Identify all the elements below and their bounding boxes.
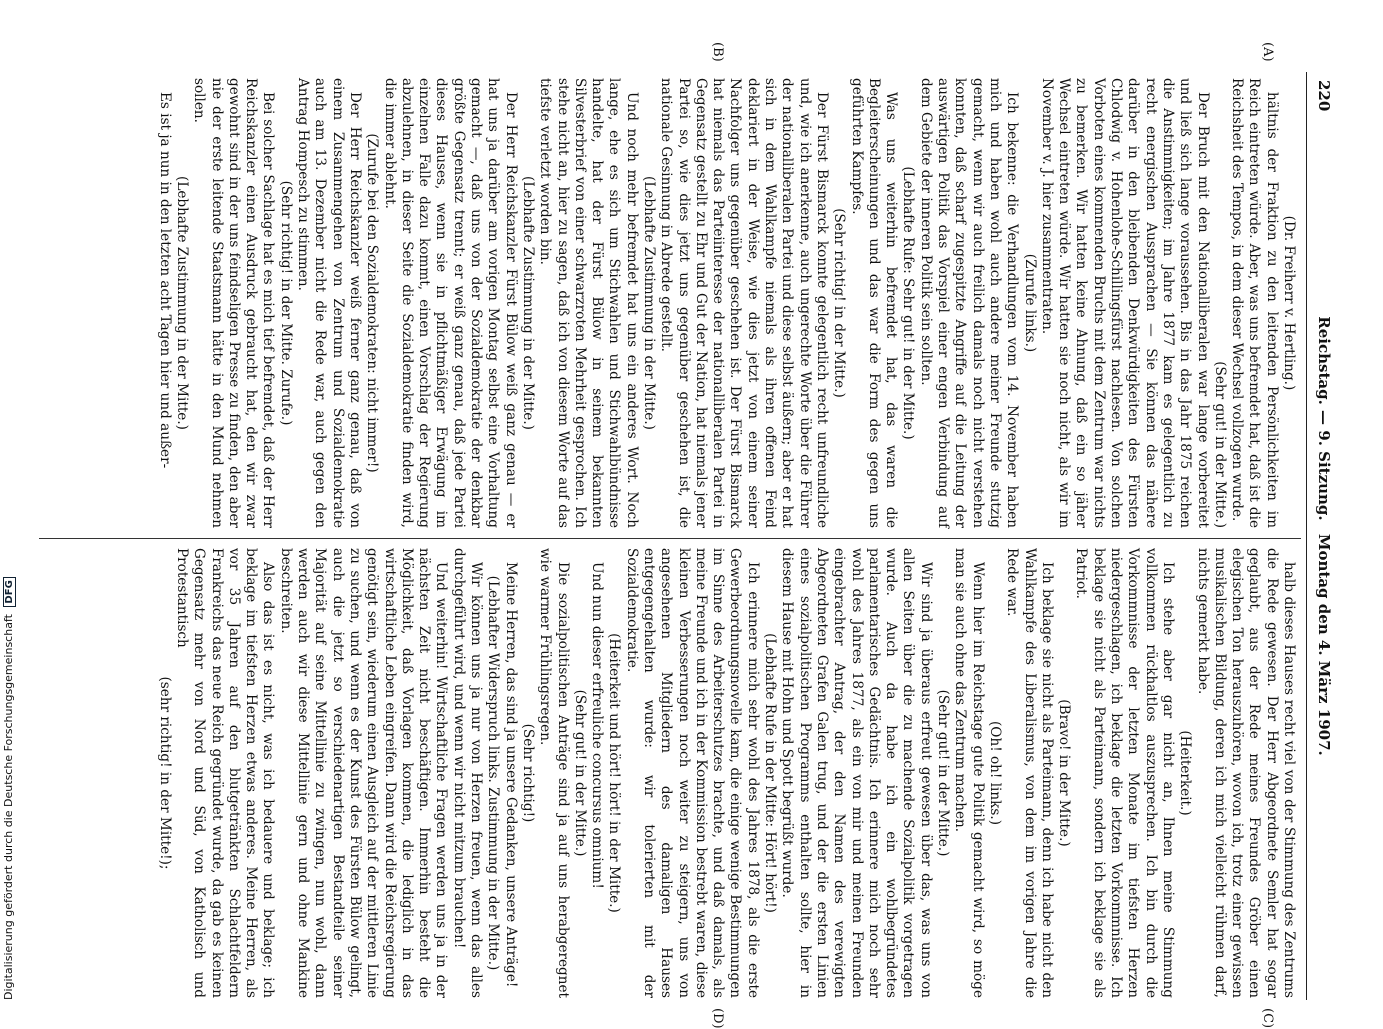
paragraph: Der Bruch mit den Nationalliberalen war lange vorbereitet und ließ sich lange voraussehen. Bis in das Jahr 1875 reichen die Anstimmigkeiten; im Jahre 1877 kam es gelegentlich zu recht energischen Aussprachen — Sie können das nähere darüber in den bleibenden Denkwürdigkeiten des Fürsten Chlodwig v. Hohenlohe-Schillingsfürst nachlesen. Von solchen Vorboten eines kommenden Bruchs mit dem Zentrum war nichts zu bemerken. Wir hatten keine Ahnung, daß ein so jäher Wechsel eintreten würde. Wir hatten sie noch nicht, als wir im November v. J. hier zusammentraten.	[1038, 78, 1211, 528]
digitization-note	[2, 0, 20, 1000]
interjection: (Dr. Freiherr v. Hertling.)	[1281, 215, 1297, 391]
left-column	[155, 78, 1297, 528]
paragraph: Der Herr Reichskanzler weiß ferner ganz genau, daß von einem Zusammengehen von Zentrum und Sozialdemokratie auch am 13. Dezember nicht die Rede war, auch gegen den Antrag Hompesch zu stimmen.	[295, 78, 363, 528]
interjection: (Sehr gut! in der Mitte.)	[1211, 361, 1228, 528]
interjection: (Sehr gut! in der Mitte.)	[935, 689, 952, 857]
interjection: (Zurufe links.)	[1021, 253, 1038, 353]
paragraph: Meine Herren, das sind ja unsere Gedanken, unsere Anträge!	[502, 562, 519, 988]
interjection: (Lebhafte Rufe: Sehr gut! in der Mitte.)	[900, 166, 917, 440]
paragraph: halb dieses Hauses recht viel von der Stimmung des Zentrums die Rede gewesen. Der Herr Abgeordnete Semler hat sogar geglaubt, aus der Rede meines Freundes Gröber einen elegischen Ton herauszuhören, wovon ich, trotz einer gewissen musikalischen Bildung, deren ich mich vielleicht rühmen darf, nichts gemerkt habe.	[1194, 548, 1297, 998]
paragraph: Ich stehe aber gar nicht an, Ihnen meine Stimmung vollkommen rückhaltlos auszusprechen. Ich bin durch die Vorkommnisse der letzten Monate im tiefsten Herzen niedergeschlagen, ich beklage die letzten Vorkommnisse. Ich beklage sie nicht als Parteimann, sondern ich beklage sie als Patriot.	[1073, 548, 1176, 998]
paragraph: Ich bekenne: die Verhandlungen vom 14. November haben mich und haben wohl auch andere meiner Freunde stutzig gemacht, wenn wir auch freilich damals noch nicht verstehen konnten, daß scharf zugespitzte Angriffe auf die Leitung der auswärtigen Politik das Vorspiel einer engen Verbindung auf dem Gebiete der inneren Politik sein sollten.	[917, 78, 1021, 528]
running-header	[1311, 72, 1335, 1000]
margin-mark-d: (D)	[710, 1008, 725, 1029]
paragraph: Es ist ja nun in den letzten acht Tagen hier und außer-	[156, 92, 173, 469]
margin-mark-a: (A)	[1260, 42, 1275, 62]
interjection: (Lebhafte Zustimmung in der Mitte.)	[641, 176, 658, 430]
column-divider	[39, 538, 1301, 539]
paragraph: Und nun dieser erfreuliche concursus omnium!	[589, 562, 606, 889]
paragraph: Und weiterhin! Wirtschaftliche Fragen werden uns ja in der nächsten Zeit nicht beschäftigen. Immerhin besteht die Möglichkeit, daß Vorlagen kommen, die lediglich in das wirtschaftliche Leben eingreifen. Dann wird die Reichsregierung genötigt sein, wiederum einen Ausgleich auf der mittleren Linie zu suchen, und wenn es der Kunst des Fürsten Bülow gelingt, auch die jetzt so verschiedenartigen Bestandteile seiner Majorität auf seine Mittellinie zu zwingen, nun wohl, dann werden auch wir diese Mittellinie gern und ohne Mankine beschreiten.	[277, 548, 450, 998]
header-title: Reichstag. — 9. Sitzung.	[1315, 316, 1333, 521]
paragraph: Was uns weiterhin befremdet hat, das waren die Begleiterscheinungen und das war die Form des gegen uns geführten Kampfes.	[848, 78, 900, 528]
paragraph: Die sozialpolitischen Anträge sind ja auf uns herabgeregnet wie warmer Frühlingsregen.	[537, 548, 571, 998]
interjection: (Heiterkeit.)	[1177, 730, 1194, 816]
paragraph: Ich erinnere mich sehr wohl des Jahres 1878, als die erste Gewerbeordnungsnovelle kam, die einige wenige Bestimmungen im Sinne des Arbeiterschutzes brachte, und daß damals, als meine Freunde und ich in der Kommission bestrebt waren, diese kleinen Verbesserungen noch weiter zu steigern, uns von angesehenen Mitgliedern des damaligen Hauses entgegengehalten wurde: wir tolerierten mit der Sozialdemokratie.	[623, 548, 761, 998]
interjection: (Heiterkeit und hört! hört! in der Mitte.)	[606, 633, 623, 913]
paragraph: Also das ist es nicht, was ich bedauere und beklage; ich beklage im tiefsten Herzen etwas anderes. Meine Herren, als vor 35 Jahren auf den blutgetränkten Schlachtfeldern Frankreichs das neue Reich gegründet wurde, da gab es keinen Gegensatz mehr von Nord und Süd, von Katholisch und Protestantisch	[174, 548, 277, 998]
paragraph: Wir können uns ja nur von Herzen freuen, wenn das alles durchgeführt wird, und wenn wir nicht mitzum brauchen!	[450, 548, 485, 998]
margin-mark-b: (B)	[710, 42, 725, 62]
right-column	[155, 548, 1297, 998]
interjection: (Sehr gut! in der Mitte.)	[571, 689, 588, 857]
paragraph: Bei solcher Sachlage hat es mich tief befremdet, daß der Herr Reichskanzler einen Ausdruck gebraucht hat, den wir zwar gewohnt sind in der uns feindseligen Presse zu finden, den aber nie der erste leitende Staatsmann hätte in den Mund nehmen sollen.	[191, 78, 277, 528]
header-rule	[1306, 72, 1307, 1000]
paragraph: hältnis der Fraktion zu den leitenden Persönlichkeiten im Reich eintreten würde. Aber, was uns befremdet hat, daß ist die Reichsheit des Tempos, in dem dieser Wechsel vollzogen wurde.	[1229, 78, 1280, 528]
interjection: (Lebhafte Zustimmung in der Mitte.)	[174, 176, 190, 430]
interjection: (Sehr richtig! in der Mitte. Zurufe.)	[277, 180, 294, 426]
paragraph: Wir sind ja überaus erfreut gewesen über das, was uns von allen Seiten über die zu machende Sozialpolitik vorgetragen wurde. Auch da habe ich ein wohlbegründetes parlamentarisches Gedächtnis. Ich erinnere mich noch sehr wohl des Jahres 1877, als ein von mir und meinen Freunden eingebrachter Antrag, der den Namen des verewigten Abgeordneten Grafen Galen trug, und der die ersten Linien eines sozialpolitischen Programms enthalten sollte, hier in diesem Hause mit Hohn und Spott begrüßt wurde.	[779, 548, 934, 998]
interjection: (Bravo! in der Mitte.)	[1056, 699, 1073, 847]
interjection: (sehr richtig! in der Mitte!);	[156, 676, 173, 870]
paragraph: Und noch mehr befremdet hat uns ein anderes Wort. Noch lange, ehe es sich um Stichwahlen und Stichwahlbündnisse handelte, hat der Fürst Bülow in seinem bekannten Silvesterbrief von einer schwarzroten Mehrheit gesprochen. Ich stehe nicht an, hier zu sagen, daß ich von diesem Worte auf das tiefste verletzt worden bin.	[537, 78, 640, 528]
interjection: (Lebhafter Widerspruch links. Zustimmung in der Mitte.)	[485, 575, 502, 971]
paragraph: Der Herr Reichskanzler Fürst Bülow weiß ganz genau — er hat uns ja darüber am vorigen Montag selbst eine Vorhaltung gemacht —, daß uns von der Sozialdemokratie der denkbar größte Gegensatz trennt; er weiß ganz genau, daß jede Partei dieses Hauses, wenn sie in pflichtmäßiger Erwägung im einzelnen Falle dazu kommt, einen Vorschlag der Regierung abzulehnen, in dieser Seite die Sozialdemokratie finden wird, die immer ablehnt.	[381, 78, 519, 528]
header-date: Montag den 4. März 1907.	[1315, 533, 1333, 756]
interjection: (Sehr richtig!)	[519, 723, 536, 823]
digitization-text: Digitalisierung gefördert durch die Deutsche Forschungsgemeinschaft	[2, 614, 15, 1000]
paragraph: Wenn hier im Reichstage gute Politik gemacht wird, so möge man sie auch ohne das Zentrum machen.	[952, 548, 986, 998]
rotated-page-content	[35, 42, 1335, 1029]
margin-mark-c: (C)	[1260, 1008, 1275, 1029]
interjection: (Sehr richtig! in der Mitte.)	[831, 208, 848, 398]
interjection: (Lebhafte Rufe in der Mitte: Hört! hört!)	[762, 633, 779, 913]
interjection: (Zurufe bei den Sozialdemokraten: nicht immer!)	[364, 133, 381, 473]
page-number: 220	[1315, 80, 1333, 112]
dfg-logo: DFG	[3, 577, 16, 606]
paragraph: Ich beklage sie nicht als Parteimann, denn ich habe nicht den Wahlkampfe des Liberalismus, von dem im vorigen Jahre die Rede war.	[1004, 548, 1055, 998]
paragraph: Der Fürst Bismarck konnte gelegentlich recht unfreundliche und, wie ich anerkenne, auch ungerechte Worte über die Führer der nationalliberalen Partei und diese selbst äußern; aber er hat sich in dem Wahlkampfe niemals als ihren offenen Feind deklariert in der Weise, wie dies jetzt von einem seiner Nachfolger uns gegenüber geschehen ist. Der Fürst Bismarck hat niemals das Parteiinteresse der nationalliberalen Partei in Gegensatz gestellt zu Ehr und Gut der Nation, hat niemals jener Partei so, wie dies jetzt uns gegenüber geschehen ist, die nationale Gesinnung in Abrede gestellt.	[658, 78, 830, 528]
interjection: (Lebhafte Zustimmung in der Mitte.)	[519, 176, 536, 430]
interjection: (Oh! oh! links.)	[986, 721, 1003, 825]
